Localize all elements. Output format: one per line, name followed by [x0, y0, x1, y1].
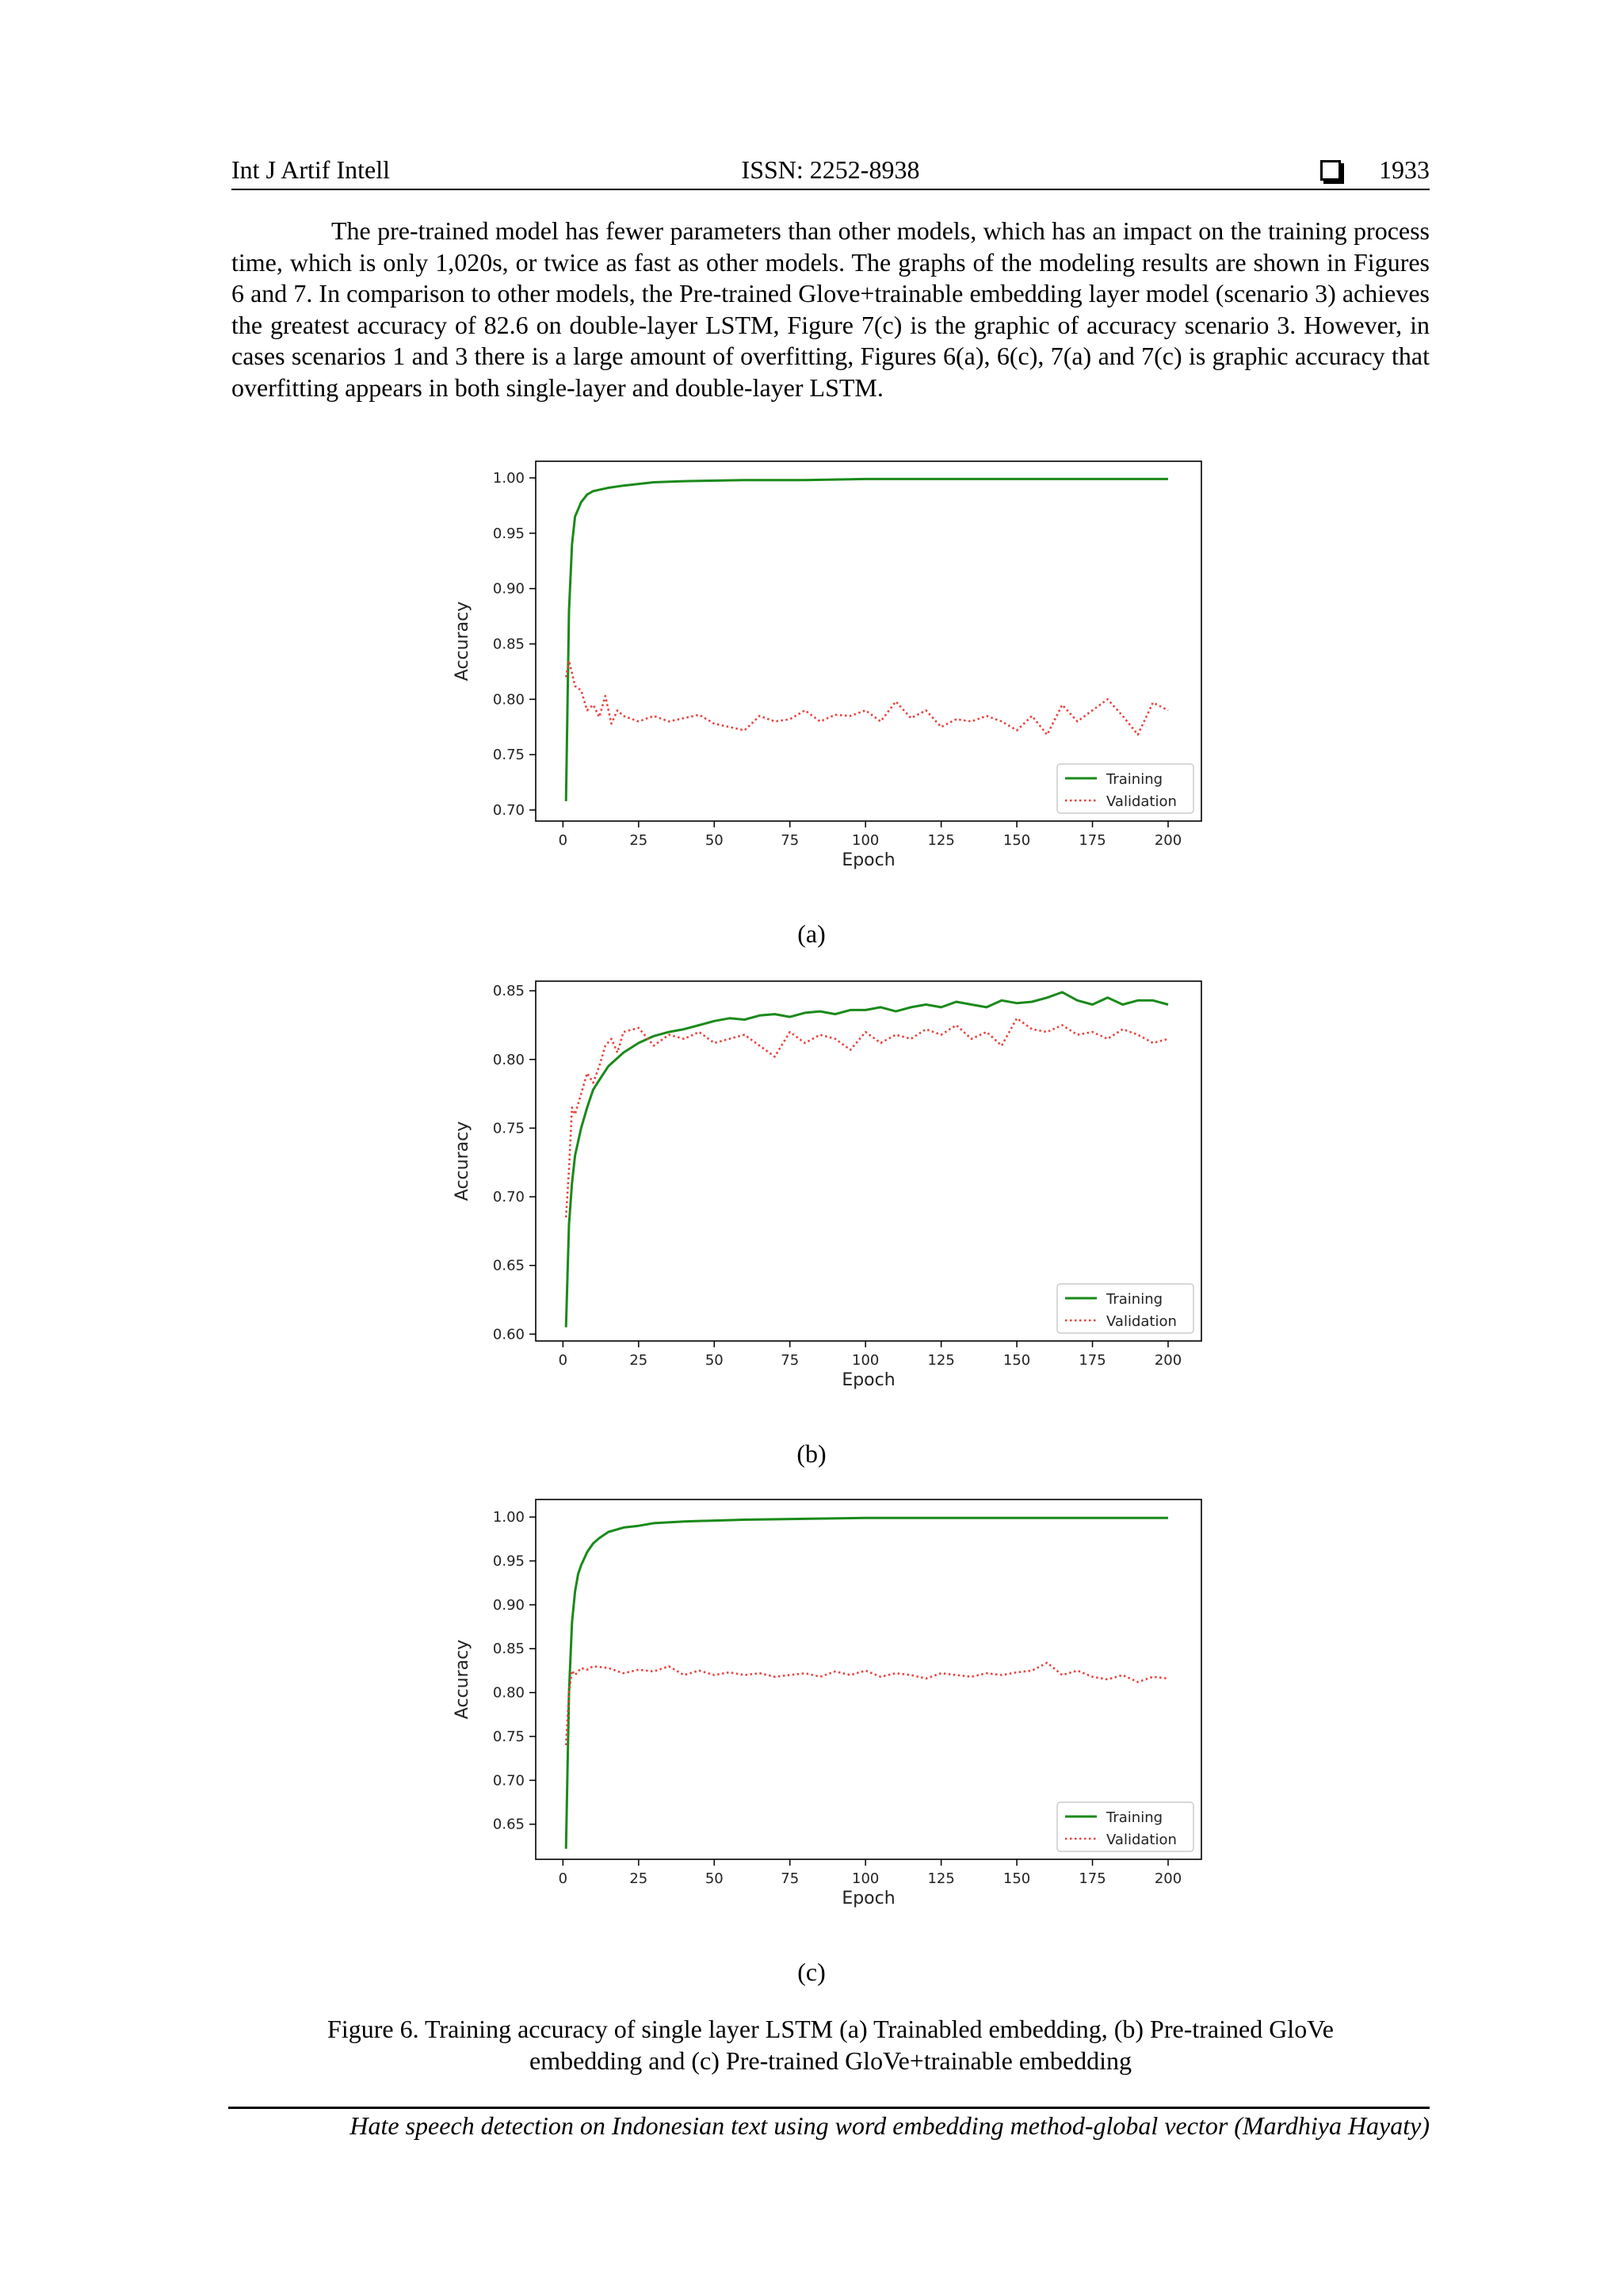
- y-tick-label: 0.75: [492, 1728, 525, 1745]
- page-number-group: [1320, 155, 1430, 185]
- y-tick-label: 1.00: [492, 1509, 525, 1526]
- chart-svg: [444, 458, 1205, 870]
- x-tick-label: 50: [705, 832, 724, 849]
- caption-line-2: embedding and (c) Pre-trained GloVe+trainable embedding: [529, 2046, 1132, 2075]
- body-paragraph: The pre-trained model has fewer parameters than other models, which has an impact on the training process time, which is only 1,020s, or twice as fast as other models. The graphs of the modeling results are shown in Figures 6 and 7. In comparison to other models, the Pre-trained Glove+trainable embedding layer model (scenario 3) achieves the greatest accuracy of 82.6 on double-layer LSTM, Figure 7(c) is the graphic of accuracy scenario 3. However, in cases scenarios 1 and 3 there is a large amount of overfitting, Figures 6(a), 6(c), 7(a) and 7(c) is graphic accuracy that overfitting appears in both single-layer and double-layer LSTM.: [231, 216, 1430, 402]
- y-axis-label: Accuracy: [453, 601, 472, 682]
- y-tick-label: 1.00: [492, 469, 525, 487]
- y-tick-label: 0.70: [492, 802, 525, 819]
- chart-svg: [444, 1496, 1205, 1908]
- x-tick-label: 200: [1154, 832, 1182, 849]
- footer-rule: [228, 2107, 1430, 2109]
- x-tick-label: 25: [629, 1352, 648, 1369]
- page-number: 1933: [1379, 155, 1430, 184]
- validation-series-line: [566, 1663, 1168, 1745]
- y-tick-label: 0.90: [492, 580, 525, 598]
- header-rule: [231, 189, 1430, 190]
- legend-label-validation: Validation: [1106, 793, 1177, 810]
- y-tick-label: 0.85: [492, 1641, 525, 1658]
- y-tick-label: 0.90: [492, 1596, 525, 1614]
- figure-caption: [231, 2013, 1430, 2076]
- journal-name: Int J Artif Intell: [231, 155, 390, 184]
- x-tick-label: 50: [705, 1352, 724, 1369]
- subfigure-label-b: (b): [796, 1439, 827, 1468]
- x-tick-label: 150: [1002, 1352, 1031, 1369]
- training-series-line: [566, 479, 1168, 801]
- issn: ISSN: 2252-8938: [741, 155, 920, 184]
- accuracy-chart-a: [444, 458, 1205, 870]
- y-tick-label: 0.70: [492, 1189, 525, 1206]
- x-tick-label: 100: [852, 832, 880, 849]
- legend-label-training: Training: [1106, 771, 1163, 788]
- x-tick-label: 0: [558, 832, 568, 849]
- x-tick-label: 75: [781, 1870, 800, 1887]
- y-tick-label: 0.75: [492, 747, 525, 764]
- chart-svg: [444, 978, 1205, 1390]
- x-tick-label: 150: [1002, 832, 1031, 849]
- y-tick-label: 0.85: [492, 983, 525, 1000]
- x-tick-label: 125: [927, 1352, 955, 1369]
- validation-series-line: [566, 1018, 1168, 1217]
- y-tick-label: 0.65: [492, 1257, 525, 1274]
- y-tick-label: 0.75: [492, 1120, 525, 1137]
- x-tick-label: 150: [1002, 1870, 1031, 1887]
- y-tick-label: 0.95: [492, 1553, 525, 1570]
- caption-line-1: Figure 6. Training accuracy of single layer LSTM (a) Trainabled embedding, (b) Pre-trained GloVe: [327, 2015, 1334, 2043]
- x-tick-label: 100: [852, 1352, 880, 1369]
- legend-label-training: Training: [1106, 1291, 1163, 1308]
- x-axis-label: Epoch: [842, 1889, 896, 1908]
- x-tick-label: 50: [705, 1870, 724, 1887]
- x-tick-label: 125: [927, 832, 955, 849]
- legend-label-validation: Validation: [1106, 1313, 1177, 1330]
- x-tick-label: 75: [781, 1352, 800, 1369]
- y-tick-label: 0.85: [492, 636, 525, 653]
- x-axis-label: Epoch: [842, 1370, 896, 1390]
- training-series-line: [566, 992, 1168, 1328]
- legend-label-validation: Validation: [1106, 1832, 1177, 1848]
- y-axis-label: Accuracy: [453, 1639, 472, 1720]
- x-tick-label: 175: [1079, 832, 1106, 849]
- training-series-line: [566, 1518, 1168, 1848]
- y-tick-label: 0.65: [492, 1816, 525, 1833]
- running-header: [231, 155, 1430, 189]
- accuracy-chart-c: [444, 1496, 1205, 1908]
- y-tick-label: 0.95: [492, 525, 525, 542]
- x-tick-label: 25: [629, 1870, 648, 1887]
- x-tick-label: 200: [1154, 1352, 1182, 1369]
- y-tick-label: 0.60: [492, 1326, 525, 1343]
- y-tick-label: 0.70: [492, 1772, 525, 1790]
- x-tick-label: 100: [852, 1870, 880, 1887]
- x-tick-label: 200: [1154, 1870, 1182, 1887]
- y-tick-label: 0.80: [492, 691, 525, 709]
- x-tick-label: 175: [1079, 1352, 1106, 1369]
- legend-label-training: Training: [1106, 1809, 1163, 1826]
- square-box-icon: [1320, 160, 1341, 181]
- running-footer: Hate speech detection on Indonesian text using word embedding method-global vector (Mardhiya Hayaty): [349, 2111, 1430, 2140]
- x-tick-label: 175: [1079, 1870, 1106, 1887]
- subfigure-label-a: (a): [797, 919, 826, 948]
- y-tick-label: 0.80: [492, 1684, 525, 1702]
- subfigure-label-c: (c): [797, 1958, 826, 1986]
- x-tick-label: 0: [558, 1352, 568, 1369]
- x-tick-label: 0: [558, 1870, 568, 1887]
- x-tick-label: 75: [781, 832, 800, 849]
- validation-series-line: [566, 660, 1168, 735]
- y-axis-label: Accuracy: [453, 1121, 472, 1201]
- x-tick-label: 25: [629, 832, 648, 849]
- x-axis-label: Epoch: [842, 850, 896, 870]
- x-tick-label: 125: [927, 1870, 955, 1887]
- y-tick-label: 0.80: [492, 1051, 525, 1068]
- accuracy-chart-b: [444, 978, 1205, 1390]
